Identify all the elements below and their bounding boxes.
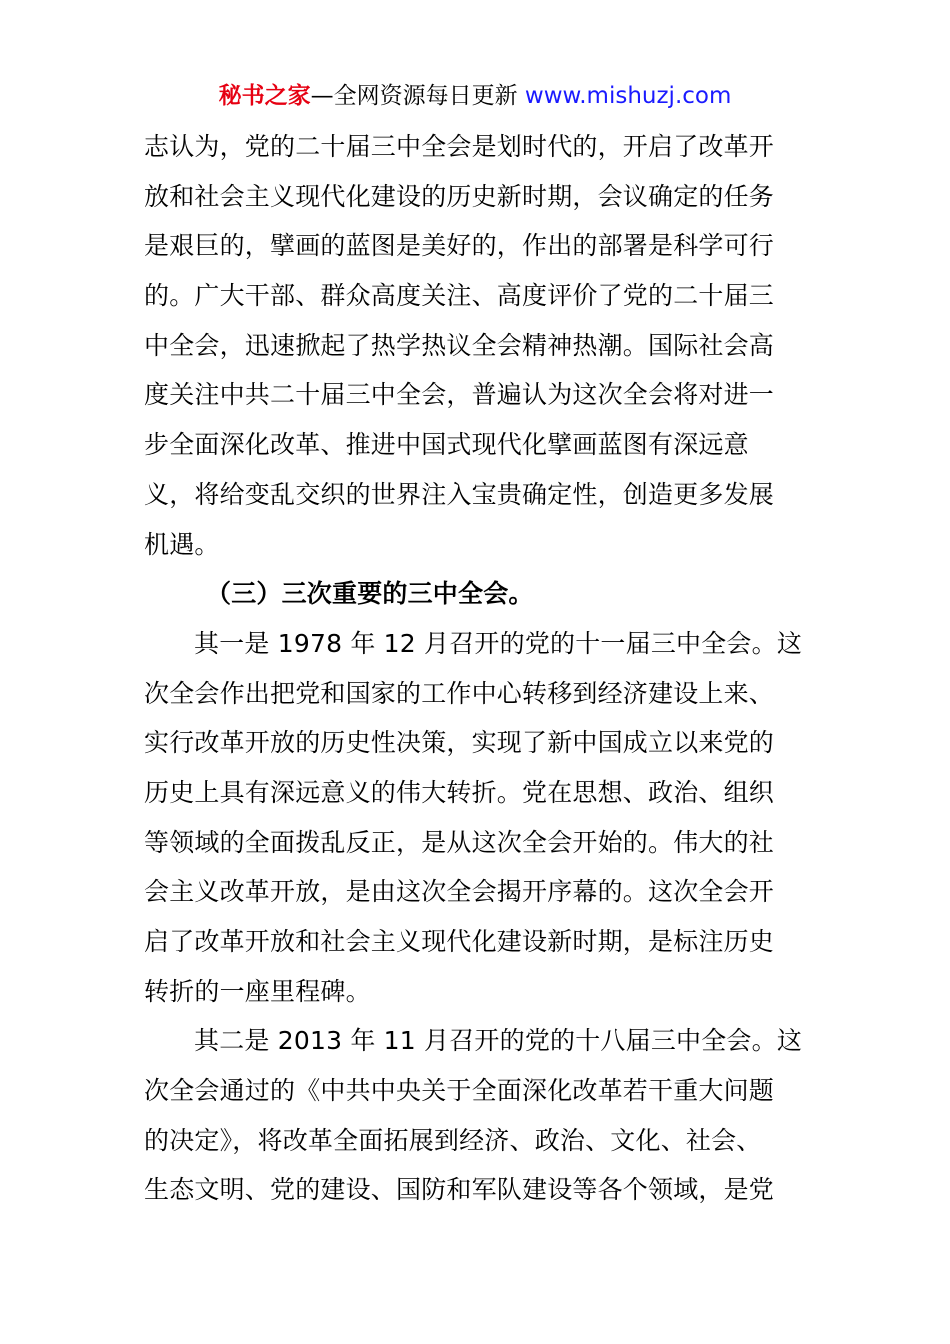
text-line: 的决定》，将改革全面拓展到经济、政治、文化、社会、 (144, 1125, 762, 1155)
text-line: 中全会，迅速掀起了热学热议全会精神热潮。国际社会高 (144, 330, 775, 360)
text-line: 启了改革开放和社会主义现代化建设新时期，是标注历史 (144, 927, 775, 956)
site-header (0, 80, 950, 112)
text-line: 会主义改革开放，是由这次全会揭开序幕的。这次全会开 (144, 877, 775, 907)
text-line: 的。广大干部、群众高度关注、高度评价了党的二十届三 (144, 281, 775, 311)
document-body (144, 122, 824, 1215)
text-line: 生态文明、党的建设、国防和军队建设等各个领域，是党 (144, 1175, 775, 1205)
text-line: 义，将给变乱交织的世界注入宝贵确定性，创造更多发展 (144, 479, 775, 509)
text-line: 次全会作出把党和国家的工作中心转移到经济建设上来、 (144, 678, 775, 708)
section-heading: （三）三次重要的三中全会。 (206, 579, 534, 609)
brand-name: 秘书之家 (218, 83, 311, 109)
site-url-link[interactable]: www.mishuzj.com (524, 83, 732, 109)
paragraph-first-line: 其一是 1978 年 12 月召开的党的十一届三中全会。这 (194, 628, 803, 658)
text-line: 等领域的全面拨乱反正，是从这次全会开始的。伟大的社 (144, 827, 775, 857)
header-tagline: —全网资源每日更新 (310, 83, 518, 109)
text-line: 实行改革开放的历史性决策，实现了新中国成立以来党的 (144, 728, 775, 758)
text-line: 步全面深化改革、推进中国式现代化擘画蓝图有深远意 (144, 430, 749, 460)
text-line: 次全会通过的《中共中央关于全面深化改革若干重大问题 (144, 1076, 775, 1106)
text-line: 历史上具有深远意义的伟大转折。党在思想、政治、组织 (144, 777, 775, 807)
paragraph-first-line: 其二是 2013 年 11 月召开的党的十八届三中全会。这 (194, 1026, 803, 1056)
text-line: 放和社会主义现代化建设的历史新时期，会议确定的任务 (144, 181, 775, 211)
text-line: 度关注中共二十届三中全会，普遍认为这次全会将对进一 (144, 380, 775, 410)
text-line: 转折的一座里程碑。 (144, 976, 371, 1006)
text-line: 志认为，党的二十届三中全会是划时代的，开启了改革开 (144, 132, 775, 161)
text-line: 机遇。 (144, 529, 220, 559)
text-line: 是艰巨的，擘画的蓝图是美好的，作出的部署是科学可行 (144, 231, 775, 261)
